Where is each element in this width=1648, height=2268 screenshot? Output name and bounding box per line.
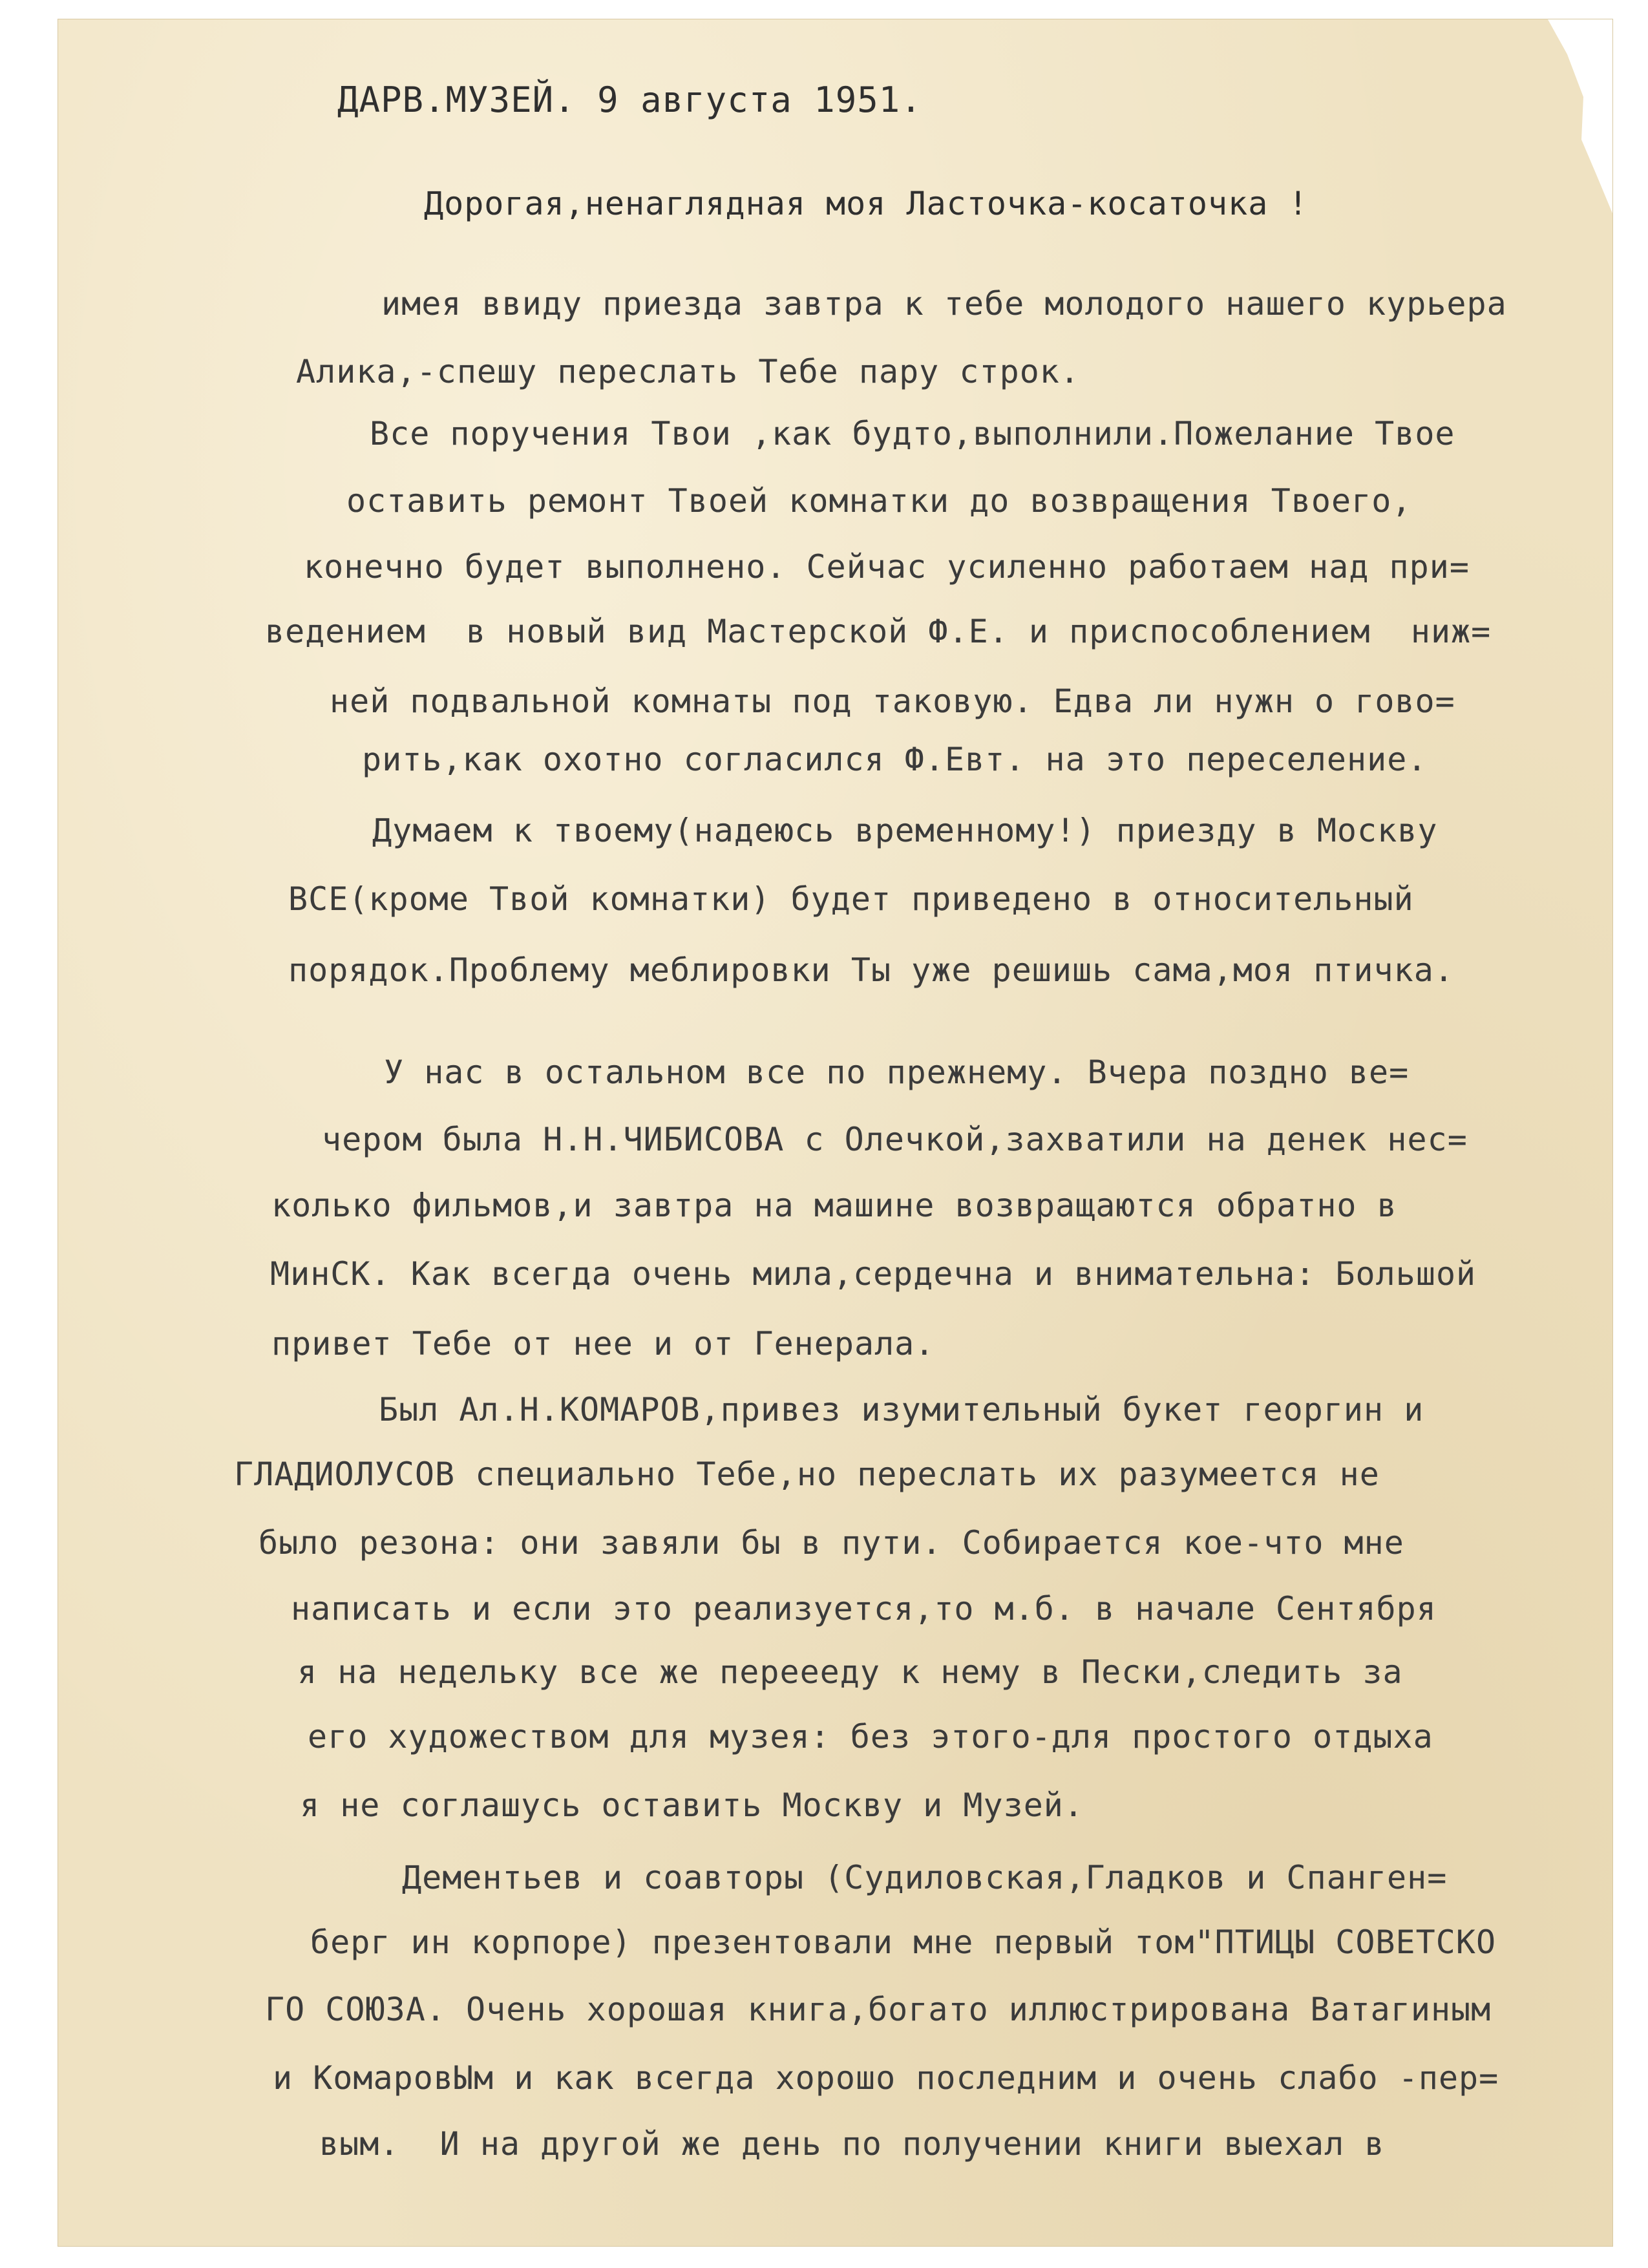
letter-line: и КомаровЫм и как всегда хорошо последним и очень слабо -пер= (273, 2059, 1499, 2097)
letter-line: берг ин корпоре) презентовали мне первый том"ПТИЦЫ СОВЕТСКО (310, 1924, 1497, 1961)
letter-line: привет Тебе от нее и от Генерала. (271, 1325, 935, 1362)
letter-line: колько фильмов,и завтра на машине возвращаются обратно в (271, 1187, 1397, 1224)
letter-line: оставить ремонт Твоей комнатки до возвращения Твоего, (346, 482, 1412, 520)
letter-line: я не соглашусь оставить Москву и Музей. (300, 1786, 1084, 1824)
letter-line: порядок.Проблему меблировки Ты уже решишь сама,моя птичка. (288, 951, 1454, 989)
letter-line: вым. И на другой же день по получении книги выехал в (319, 2125, 1385, 2163)
letter-line: Все поручения Твои ,как будто,выполнили.Пожелание Твое (370, 415, 1455, 452)
letter-line: Был Ал.Н.КОМАРОВ,привез изумительный букет георгин и (379, 1391, 1424, 1428)
letter-line: имея ввиду приезда завтра к тебе молодого нашего курьера (381, 285, 1507, 323)
letter-line: его художеством для музея: без этого-для простого отдыха (308, 1718, 1433, 1755)
letter-greeting: Дорогая,ненаглядная моя Ласточка-косаточка ! (424, 185, 1309, 222)
letter-line: У нас в остальном все по прежнему. Вчера поздно ве= (384, 1054, 1410, 1091)
letter-line: ней подвальной комнаты под таковую. Едва ли нужн о гово= (330, 683, 1455, 720)
letter-line: ГО СОЮЗА. Очень хорошая книга,богато иллюстрирована Ватагиным (265, 1991, 1492, 2028)
letter-line: ведением в новый вид Мастерской Ф.Е. и приспособлением ниж= (265, 613, 1492, 650)
letter-line: Думаем к твоему(надеюсь временному!) приезду в Москву (372, 812, 1438, 849)
letter-line: МинСК. Как всегда очень мила,сердечна и внимательна: Большой (270, 1255, 1477, 1293)
letter-line: рить,как охотно согласился Ф.Евт. на это переселение. (362, 741, 1428, 778)
letter-line: написать и если это реализуется,то м.б. в начале Сентября (291, 1590, 1437, 1627)
letter-line: Дементьев и соавторы (Судиловская,Гладков и Спанген= (402, 1859, 1448, 1896)
letter-line: конечно будет выполнено. Сейчас усиленно работаем над при= (304, 548, 1470, 586)
letter-line: было резона: они завяли бы в пути. Собирается кое-что мне (259, 1524, 1404, 1562)
letter-line: чером была Н.Н.ЧИБИСОВА с Олечкой,захватили на денек нес= (322, 1121, 1468, 1158)
letter-line: ВСЕ(кроме Твой комнатки) будет приведено в относительный (288, 880, 1414, 918)
torn-corner (1548, 19, 1612, 213)
letter-line: ГЛАДИОЛУСОВ специально Тебе,но переслать их разумеется не (234, 1456, 1380, 1493)
letter-header: ДАРВ.МУЗЕЙ. 9 августа 1951. (337, 79, 922, 120)
letter-line: я на недельку все же переееду к нему в Пески,следить за (297, 1653, 1403, 1691)
letter-line: Алика,-спешу переслать Тебе пару строк. (296, 353, 1080, 390)
